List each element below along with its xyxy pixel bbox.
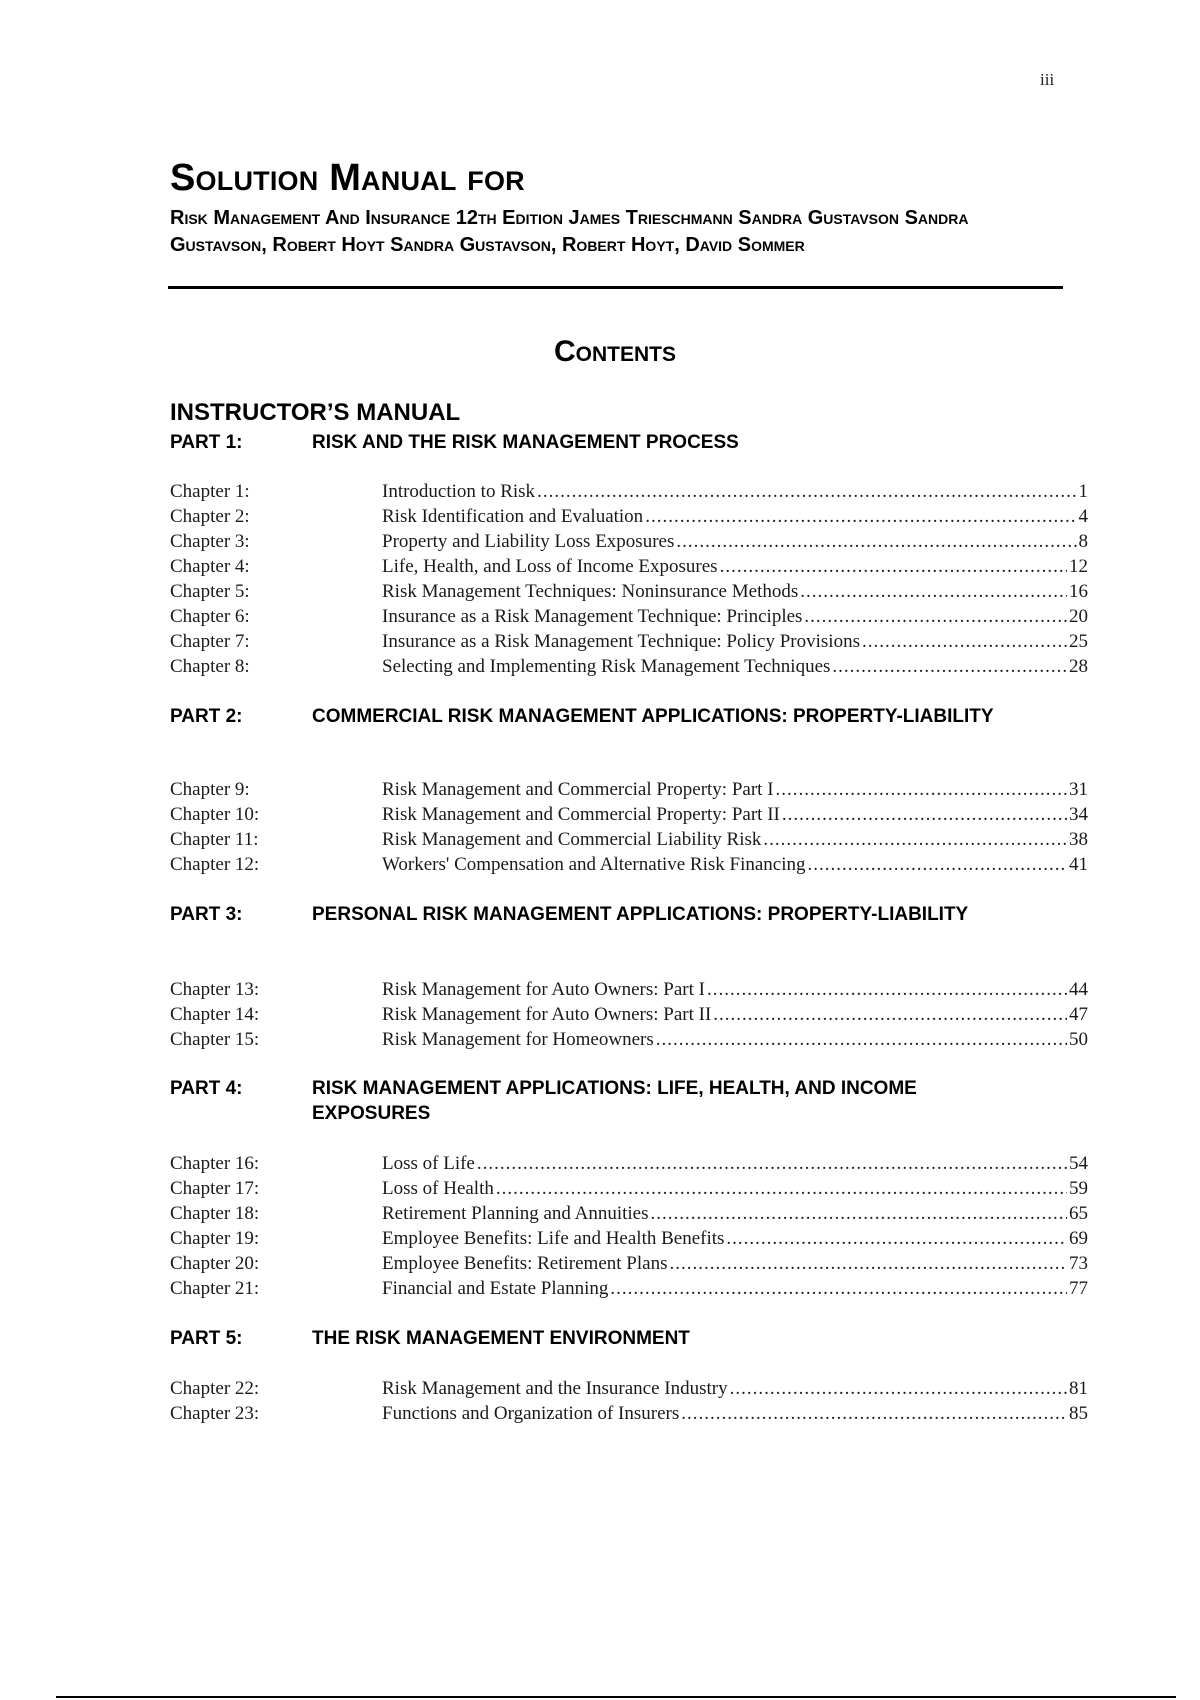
chapter-label: Chapter 2:	[170, 506, 250, 527]
toc-entry[interactable]	[170, 654, 1090, 679]
dot-leader	[651, 1201, 1068, 1226]
chapter-label: Chapter 7:	[170, 631, 250, 652]
part-title: RISK AND THE RISK MANAGEMENT PROCESS	[312, 432, 739, 453]
page-number: iii	[1040, 70, 1055, 89]
chapter-list	[170, 479, 1090, 679]
chapter-page: 1	[1078, 481, 1088, 502]
toc-entry[interactable]	[170, 1002, 1090, 1027]
chapter-label: Chapter 18:	[170, 1203, 260, 1224]
chapter-label: Chapter 5:	[170, 581, 250, 602]
chapter-page: 59	[1069, 1178, 1088, 1199]
part-title: COMMERCIAL RISK MANAGEMENT APPLICATIONS: PROPERTY-LIABILITY	[312, 706, 994, 727]
dot-leader	[726, 1226, 1067, 1251]
dot-leader	[804, 604, 1067, 629]
chapter-label: Chapter 10:	[170, 804, 260, 825]
bottom-divider	[56, 1696, 1176, 1698]
chapter-list	[170, 1376, 1090, 1426]
chapter-label: Chapter 1:	[170, 481, 250, 502]
part-label: PART 1:	[170, 432, 243, 453]
chapter-page: 50	[1069, 1029, 1088, 1050]
chapter-page: 65	[1069, 1203, 1088, 1224]
chapter-label: Chapter 13:	[170, 979, 260, 1000]
chapter-page: 12	[1069, 556, 1088, 577]
chapter-page: 8	[1078, 531, 1088, 552]
chapter-label: Chapter 16:	[170, 1153, 260, 1174]
toc-entry[interactable]	[170, 1376, 1090, 1401]
dot-leader	[763, 827, 1067, 852]
toc-entry[interactable]	[170, 977, 1090, 1002]
part-label: PART 2:	[170, 706, 243, 727]
part-title: RISK MANAGEMENT APPLICATIONS: LIFE, HEALTH, AND INCOME EXPOSURES	[312, 1078, 917, 1124]
chapter-title: Functions and Organization of Insurers	[382, 1403, 680, 1424]
chapter-title: Employee Benefits: Life and Health Benefits	[382, 1228, 725, 1249]
chapter-label: Chapter 4:	[170, 556, 250, 577]
dot-leader	[730, 1376, 1067, 1401]
toc-entry[interactable]	[170, 1276, 1090, 1301]
toc-entry[interactable]	[170, 827, 1090, 852]
chapter-label: Chapter 3:	[170, 531, 250, 552]
chapter-page: 44	[1069, 979, 1088, 1000]
toc-entry[interactable]	[170, 802, 1090, 827]
part-title: PERSONAL RISK MANAGEMENT APPLICATIONS: PROPERTY-LIABILITY	[312, 904, 969, 925]
chapter-page: 4	[1078, 506, 1088, 527]
dot-leader	[776, 777, 1067, 802]
chapter-list	[170, 1151, 1090, 1301]
toc-entry[interactable]	[170, 1151, 1090, 1176]
chapter-title: Property and Liability Loss Exposures	[382, 531, 675, 552]
chapter-page: 20	[1069, 606, 1088, 627]
chapter-page: 47	[1069, 1004, 1088, 1025]
chapter-page: 41	[1069, 854, 1088, 875]
dot-leader	[862, 629, 1067, 654]
toc-entry[interactable]	[170, 777, 1090, 802]
chapter-title: Workers' Compensation and Alternative Risk Financing	[382, 854, 806, 875]
dot-leader	[645, 504, 1076, 529]
part-label: PART 4:	[170, 1078, 243, 1099]
chapter-page: 69	[1069, 1228, 1088, 1249]
dot-leader	[713, 1002, 1067, 1027]
dot-leader	[782, 802, 1067, 827]
chapter-title: Life, Health, and Loss of Income Exposures	[382, 556, 718, 577]
chapter-page: 31	[1069, 779, 1088, 800]
chapter-label: Chapter 11:	[170, 829, 259, 850]
chapter-title: Selecting and Implementing Risk Management Techniques	[382, 656, 831, 677]
chapter-page: 16	[1069, 581, 1088, 602]
chapter-title: Employee Benefits: Retirement Plans	[382, 1253, 668, 1274]
chapter-title: Loss of Life	[382, 1153, 475, 1174]
chapter-label: Chapter 9:	[170, 779, 250, 800]
toc-entry[interactable]	[170, 579, 1090, 604]
toc-entry[interactable]	[170, 554, 1090, 579]
dot-leader	[800, 579, 1067, 604]
toc-entry[interactable]	[170, 852, 1090, 877]
manual-heading: INSTRUCTOR’S MANUAL	[170, 399, 461, 426]
chapter-page: 28	[1069, 656, 1088, 677]
chapter-title: Risk Management Techniques: Noninsurance Methods	[382, 581, 799, 602]
toc-entry[interactable]	[170, 1251, 1090, 1276]
chapter-page: 85	[1069, 1403, 1088, 1424]
part-label: PART 3:	[170, 904, 243, 925]
chapter-title: Risk Management and the Insurance Industry	[382, 1378, 728, 1399]
chapter-page: 54	[1069, 1153, 1088, 1174]
chapter-page: 38	[1069, 829, 1088, 850]
dot-leader	[669, 1251, 1067, 1276]
toc-entry[interactable]	[170, 604, 1090, 629]
dot-leader	[676, 529, 1076, 554]
chapter-title: Introduction to Risk	[382, 481, 536, 502]
chapter-title: Financial and Estate Planning	[382, 1278, 609, 1299]
dot-leader	[832, 654, 1067, 679]
dot-leader	[496, 1176, 1067, 1201]
toc-entry[interactable]	[170, 479, 1090, 504]
toc-entry[interactable]	[170, 1027, 1090, 1052]
chapter-label: Chapter 21:	[170, 1278, 260, 1299]
chapter-title: Insurance as a Risk Management Technique: Policy Provisions	[382, 631, 860, 652]
toc-entry[interactable]	[170, 529, 1090, 554]
toc-entry[interactable]	[170, 1401, 1090, 1426]
part-label: PART 5:	[170, 1328, 243, 1349]
dot-leader	[656, 1027, 1067, 1052]
toc-entry[interactable]	[170, 629, 1090, 654]
chapter-label: Chapter 12:	[170, 854, 260, 875]
dot-leader	[610, 1276, 1067, 1301]
document-subtitle: Risk Management And Insurance 12th Edition James Trieschmann Sandra Gustavson Sandra Gustavson, Robert Hoyt Sandra Gustavson, Robert Hoyt, David Sommer	[170, 207, 969, 256]
chapter-title: Risk Identification and Evaluation	[382, 506, 644, 527]
chapter-label: Chapter 14:	[170, 1004, 260, 1025]
toc-entry[interactable]	[170, 1226, 1090, 1251]
dot-leader	[477, 1151, 1067, 1176]
chapter-title: Risk Management for Homeowners	[382, 1029, 654, 1050]
chapter-page: 81	[1069, 1378, 1088, 1399]
chapter-title: Risk Management and Commercial Property: Part I	[382, 779, 774, 800]
chapter-title: Risk Management for Auto Owners: Part I	[382, 979, 705, 1000]
chapter-title: Loss of Health	[382, 1178, 494, 1199]
chapter-label: Chapter 20:	[170, 1253, 260, 1274]
dot-leader	[720, 554, 1067, 579]
title-divider	[168, 286, 1063, 289]
chapter-label: Chapter 17:	[170, 1178, 260, 1199]
dot-leader	[707, 977, 1067, 1002]
contents-heading: Contents	[554, 335, 676, 368]
chapter-label: Chapter 23:	[170, 1403, 260, 1424]
toc-entry[interactable]	[170, 1176, 1090, 1201]
dot-leader	[681, 1401, 1067, 1426]
dot-leader	[537, 479, 1076, 504]
toc-entry[interactable]	[170, 504, 1090, 529]
chapter-page: 25	[1069, 631, 1088, 652]
chapter-label: Chapter 8:	[170, 656, 250, 677]
chapter-title: Risk Management and Commercial Property: Part II	[382, 804, 780, 825]
toc-entry[interactable]	[170, 1201, 1090, 1226]
chapter-label: Chapter 22:	[170, 1378, 260, 1399]
chapter-label: Chapter 6:	[170, 606, 250, 627]
chapter-page: 73	[1069, 1253, 1088, 1274]
chapter-title: Insurance as a Risk Management Technique: Principles	[382, 606, 803, 627]
chapter-list	[170, 777, 1090, 877]
chapter-list	[170, 977, 1090, 1052]
document-title: Solution Manual for	[170, 157, 525, 199]
chapter-label: Chapter 19:	[170, 1228, 260, 1249]
chapter-label: Chapter 15:	[170, 1029, 260, 1050]
chapter-page: 34	[1069, 804, 1088, 825]
chapter-title: Risk Management for Auto Owners: Part II	[382, 1004, 712, 1025]
chapter-title: Risk Management and Commercial Liability Risk	[382, 829, 762, 850]
chapter-title: Retirement Planning and Annuities	[382, 1203, 649, 1224]
part-title: THE RISK MANAGEMENT ENVIRONMENT	[312, 1328, 690, 1349]
dot-leader	[808, 852, 1067, 877]
chapter-page: 77	[1069, 1278, 1088, 1299]
